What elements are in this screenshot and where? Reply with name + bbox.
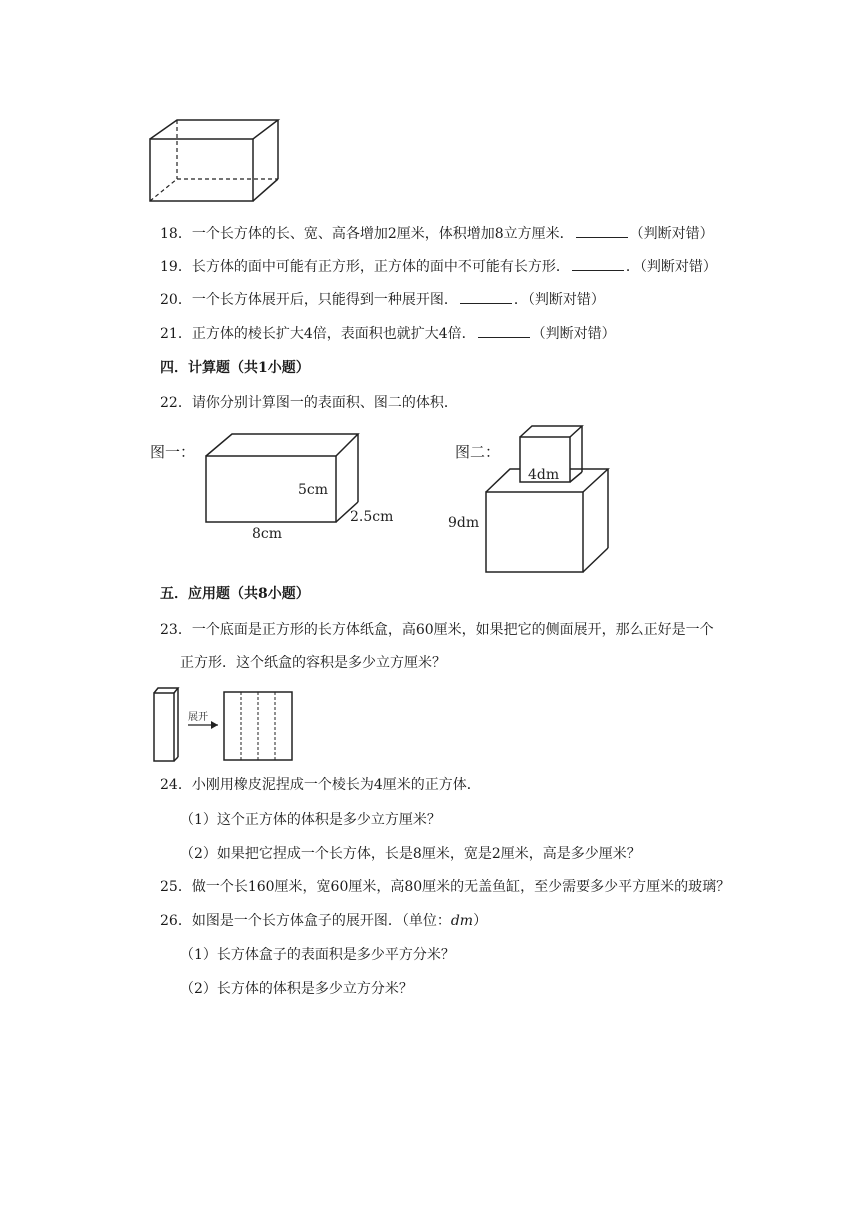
section-heading-4: 四．计算题（共1小题） [160, 360, 310, 376]
figure-1-label: 图一： [150, 443, 196, 461]
unfold-arrow-label: 展开 [188, 712, 208, 723]
question-26: 26．如图是一个长方体盒子的展开图．（单位：dm） [160, 913, 488, 929]
question-26-part-2: （2）长方体的体积是多少立方分米？ [180, 981, 413, 997]
section-heading-5: 五．应用题（共8小题） [160, 586, 310, 602]
question-18: 18．一个长方体的长、宽、高各增加2厘米，体积增加8立方厘米． （判断对错） [160, 226, 714, 242]
question-23-continued: 正方形．这个纸盒的容积是多少立方厘米？ [180, 655, 446, 671]
figure-2-small-label: 4dm [528, 467, 560, 483]
question-19: 19．长方体的面中可能有正方形，正方体的面中不可能有长方形． ．（判断对错） [160, 259, 717, 275]
answer-blank[interactable] [460, 291, 512, 304]
answer-blank[interactable] [572, 258, 624, 271]
figure-1-cuboid [200, 430, 410, 545]
question-23: 23．一个底面是正方形的长方体纸盒，高60厘米，如果把它的侧面展开，那么正好是一个 [160, 622, 714, 638]
question-24: 24．小刚用橡皮泥捏成一个棱长为4厘米的正方体． [160, 777, 481, 793]
cuboid-figure [145, 115, 285, 207]
question-21: 21．正方体的棱长扩大4倍，表面积也就扩大4倍． （判断对错） [160, 326, 616, 342]
figure-1-width-label: 2.5cm [350, 509, 394, 525]
question-22: 22．请你分别计算图一的表面积、图二的体积． [160, 395, 458, 411]
figure-1-length-label: 8cm [252, 526, 283, 542]
box-unfold-figure [148, 685, 298, 765]
question-24-part-1: （1）这个正方体的体积是多少立方厘米？ [180, 812, 441, 828]
figure-2-cubes [440, 422, 615, 577]
answer-blank[interactable] [576, 225, 628, 238]
question-25: 25．做一个长160厘米，宽60厘米，高80厘米的无盖鱼缸，至少需要多少平方厘米的玻璃？ [160, 879, 731, 895]
answer-blank[interactable] [478, 325, 530, 338]
figure-1-height-label: 5cm [298, 482, 329, 498]
question-24-part-2: （2）如果把它捏成一个长方体，长是8厘米，宽是2厘米，高是多少厘米？ [180, 846, 641, 862]
figure-2-label: 图二： [455, 443, 501, 461]
question-26-part-1: （1）长方体盒子的表面积是多少平方分米？ [180, 947, 455, 963]
question-20: 20．一个长方体展开后，只能得到一种展开图． ．（判断对错） [160, 292, 605, 308]
figure-2-big-label: 9dm [448, 515, 480, 531]
